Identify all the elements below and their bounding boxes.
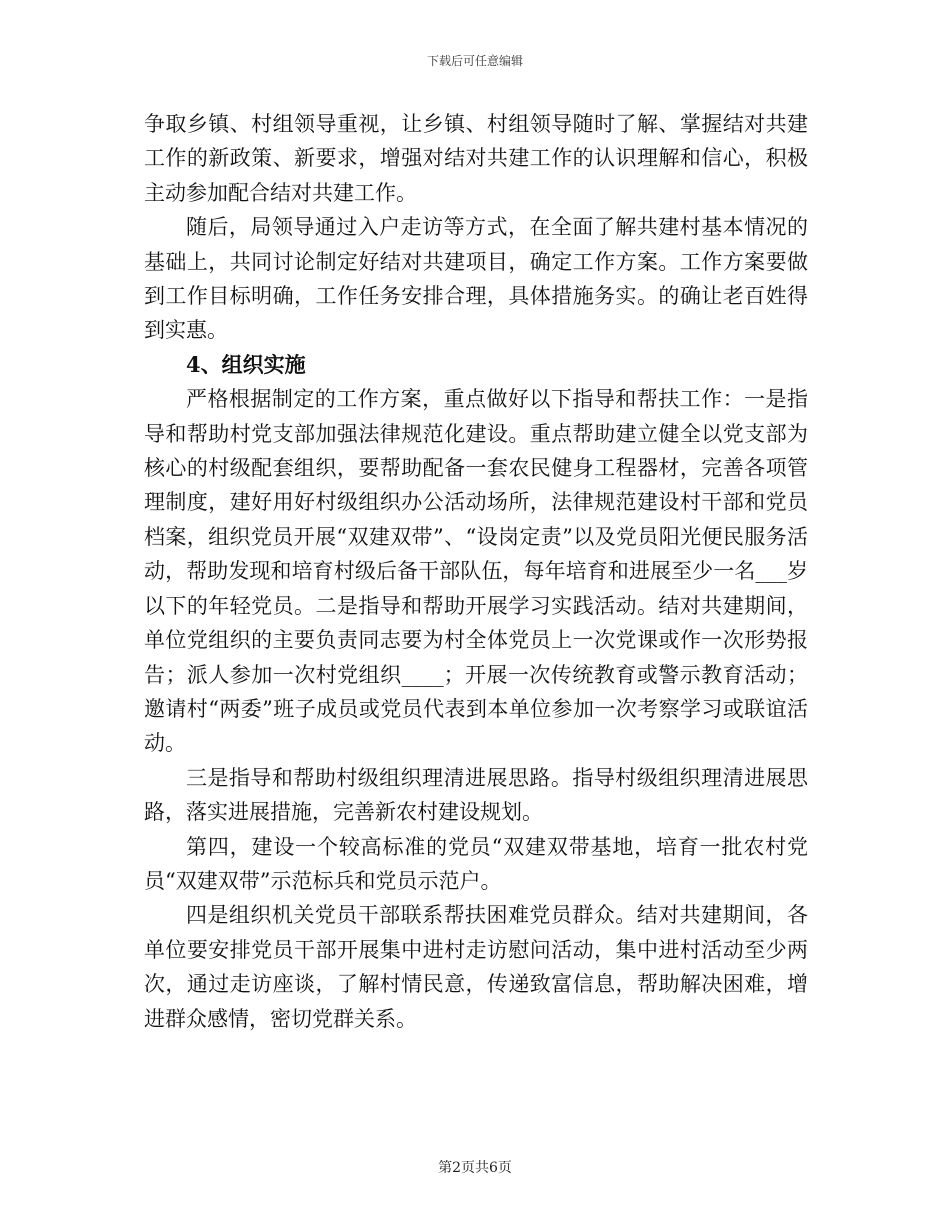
paragraph-third-point: 三是指导和帮助村级组织理清进展思路。指导村级组织理清进展思路，落实进展措施，完善新农村建设规划。 (144, 765, 808, 825)
document-body (144, 107, 808, 1036)
page-footer-number: 第2页共6页 (438, 1160, 512, 1176)
section-heading-implementation: 4、组织实施 (186, 351, 306, 377)
paragraph-implementation: 严格根据制定的工作方案，重点做好以下指导和帮扶工作：一是指导和帮助村党支部加强法律规范化建设。重点帮助建立健全以党支部为核心的村级配套组织，要帮助配备一套农民健身工程器材，完善各项管理制度，建好用好村级组织办公活动场所，法律规范建设村干部和党员档案，组织党员开展“双建双带”、“设岗定责”以及党员阳光便民服务活动，帮助发现和培育村级后备干部队伍，每年培育和进展至少一名___岁以下的年轻党员。二是指导和帮助开展学习实践活动。结对共建期间，单位党组织的主要负责同志要为村全体党员上一次党课或作一次形势报告；派人参加一次村党组织____；开展一次传统教育或警示教育活动；邀请村“两委”班子成员或党员代表到本单位参加一次考察学习或联谊活动。 (144, 387, 808, 756)
paragraph-continuation: 争取乡镇、村组领导重视，让乡镇、村组领导随时了解、掌握结对共建工作的新政策、新要求，增强对结对共建工作的认识理解和信心，积极主动参加配合结对共建工作。 (144, 112, 808, 205)
paragraph-plan: 随后，局领导通过入户走访等方式，在全面了解共建村基本情况的基础上，共同讨论制定好结对共建项目，确定工作方案。工作方案要做到工作目标明确，工作任务安排合理，具体措施务实。的确让老百姓得到实惠。 (144, 215, 808, 343)
paragraph-fourth-base: 第四，建设一个较高标准的党员“双建双带基地，培育一批农村党员“双建双带”示范标兵和党员示范户。 (144, 834, 808, 893)
page-header-note: 下载后可任意编辑 (426, 54, 523, 68)
paragraph-fourth-point: 四是组织机关党员干部联系帮扶困难党员群众。结对共建期间，各单位要安排党员干部开展集中进村走访慰问活动，集中进村活动至少两次，通过走访座谈，了解村情民意，传递致富信息，帮助解决困难，增进群众感情，密切党群关系。 (144, 903, 808, 1031)
